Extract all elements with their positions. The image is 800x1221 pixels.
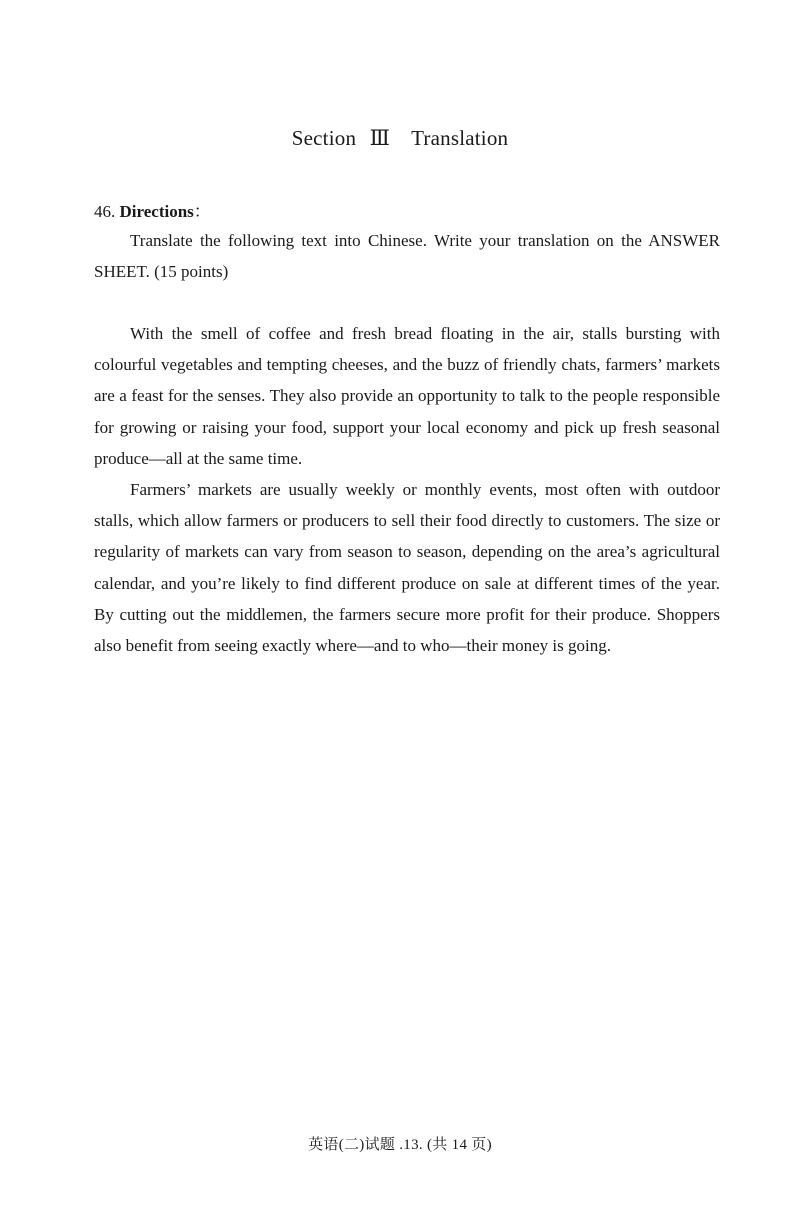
passage-paragraph: Farmers’ markets are usually weekly or monthly events, most often with outdoor stalls, which allow farmers or producers to sell their food directly to customers. The size or regularity of markets can vary from season to season, depending on the area’s agricultural calendar, and you’re likely to find different produce on sale at different times of the year. By cutting out the middlemen, the farmers secure more profit for their produce. Shoppers also benefit from seeing exactly where—and to who—their money is going. (94, 480, 720, 656)
passage-paragraph: With the smell of coffee and fresh bread floating in the air, stalls bursting with colourful vegetables and tempting cheeses, and the buzz of friendly chats, farmers’ markets are a feast for the senses. They also provide an opportunity to talk to the people responsible for growing or raising your food, support your local economy and pick up fresh seasonal produce—all at the same time. (94, 324, 720, 468)
directions-label: Directions (119, 202, 194, 221)
instructions-text: Translate the following text into Chinese. Write your translation on the ANSWER SHEET. (15 points) (94, 231, 720, 282)
section-numeral: Ⅲ (369, 126, 391, 150)
directions-colon: ： (193, 202, 211, 221)
translation-passage (94, 318, 720, 661)
section-heading (0, 126, 800, 151)
page-footer: 英语(二)试题 .13. (共 14 页) (308, 1137, 492, 1153)
instructions-block (94, 225, 720, 287)
section-name: Translation (411, 126, 509, 150)
section-label: Section (291, 126, 357, 150)
question-number: 46. (94, 202, 116, 221)
question-header (94, 197, 211, 222)
